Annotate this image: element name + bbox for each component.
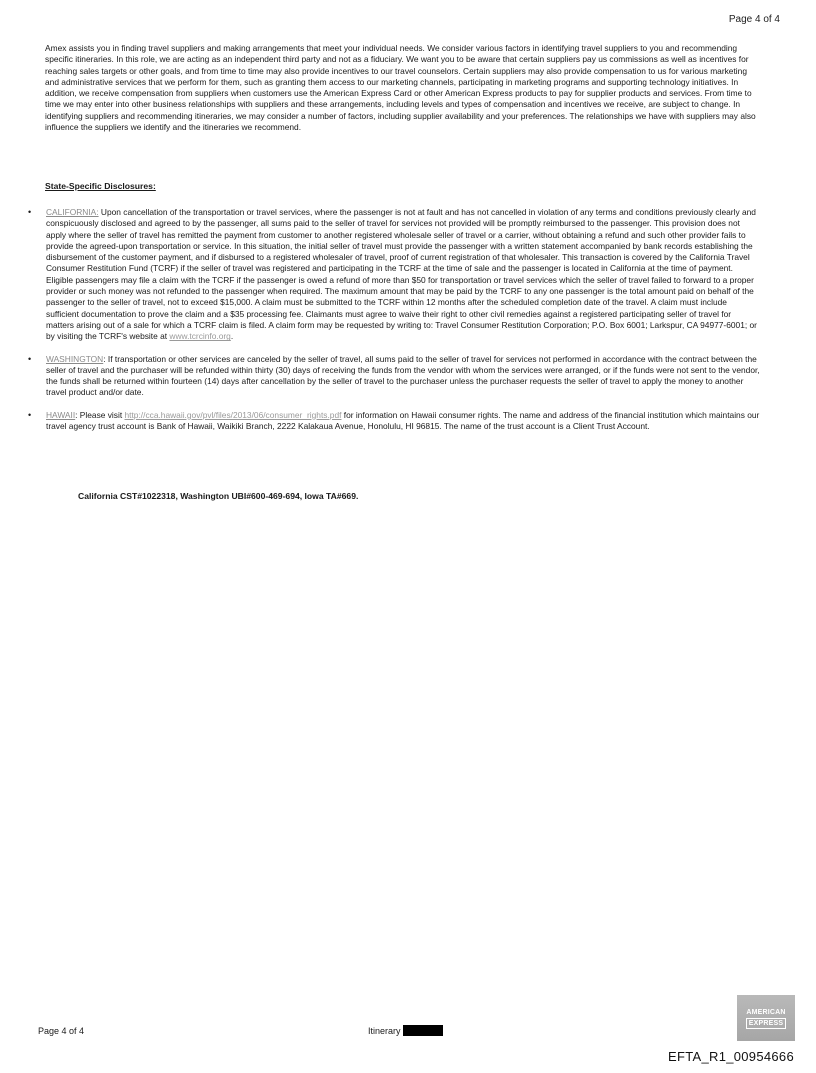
bullet-icon: • bbox=[28, 207, 32, 217]
disclosure-text-hawaii: : Please visit bbox=[75, 409, 125, 420]
section-heading: State-Specific Disclosures: bbox=[45, 181, 156, 191]
disclosure-text-california: Upon cancellation of the transportation or travel services, where the passenger is not at fault and has not cancelled in violation of any terms and conditions previously clearly and conspicuously disclosed and agreed to by the passenger, all sums paid to the seller of travel for services not provided will be promptly reimbursed to the passenger. This provision does not apply where the seller of travel has remitted the payment from customer to another registered wholesale seller of travel or a carrier, without obtaining a refund and such other provider fails to provide the agreed-upon transportation or service. In this situation, the initial seller of travel must provide the passenger with a written statement accompanied by bank records establishing the disbursement of the customer payment, and if disbursed to a registered wholesaler of travel, proof of current registration of that wholesaler. This transaction is covered by the California Travel Consumer Restitution Fund (TCRF) if the seller of travel was registered and participating in the TCRF at the time of sale and the passenger is located in California at the time of payment. Eligible passengers may file a claim with the TCRF if the passenger is owed a refund of more than $50 for transportation or travel services which the seller of travel failed to forward to a proper provider or such money was not refunded to the passenger when required. The maximum amount that may be paid by the TCRF to any one passenger is the total amount paid on behalf of the passenger to the seller of travel, not to exceed $15,000. A claim must be submitted to the TCRF within 12 months after the scheduled completion date of the travel. A claim must include sufficient documentation to prove the claim and a $35 processing fee. Claimants must agree to waive their right to other civil remedies against a registered participating seller of travel for matters arising out of a sale for which a TCRF claim is filed. A claim form may be requested by writing to: Travel Consumer Restitution Corporation; P.O. Box 6001; Larkspur, CA 94977-6001; or by visiting the TCRF's website at bbox=[46, 207, 757, 342]
bullet-icon: • bbox=[28, 353, 32, 364]
bullet-icon: • bbox=[28, 409, 32, 420]
disclosure-california bbox=[28, 207, 760, 343]
logo-line-american: AMERICAN bbox=[746, 1008, 786, 1016]
footer-itinerary bbox=[368, 1025, 443, 1036]
state-label-hawaii[interactable]: HAWAII bbox=[46, 409, 76, 420]
bates-number: EFTA_R1_00954666 bbox=[668, 1049, 794, 1064]
hawaii-consumer-rights-link[interactable]: http://cca.hawaii.gov/pvl/files/2013/06/consumer_rights.pdf bbox=[124, 409, 342, 420]
state-label-california[interactable]: CALIFORNIA: bbox=[46, 207, 99, 217]
logo-line-express: EXPRESS bbox=[746, 1018, 786, 1029]
disclosure-list bbox=[28, 207, 760, 432]
disclosure-text-hawaii-end: for information on Hawaii consumer rights. The name and address of the financial institution which maintains our travel agency trust account is Bank of Hawaii, Waikiki Branch, 2222 Kalakaua Avenue, Honolulu, HI 96815. The name of the trust account is a Client Trust Account. bbox=[46, 409, 760, 432]
disclosure-washington bbox=[28, 354, 760, 399]
state-label-washington[interactable]: WASHINGTON bbox=[46, 353, 104, 364]
redaction-box bbox=[403, 1025, 443, 1036]
license-numbers: California CST#1022318, Washington UBI#600-469-694, Iowa TA#669. bbox=[78, 491, 359, 501]
american-express-logo bbox=[737, 995, 795, 1041]
intro-paragraph: Amex assists you in finding travel suppliers and making arrangements that meet your individual needs. We consider various factors in identifying travel suppliers to you and recommending specific itineraries. In this role, we are acting as an independent third party and not as a fiduciary. We want you to be aware that certain suppliers pay us commissions as well as incentives for reaching sales targets or other goals, and from time to time may also provide incentives to our travel counselors. Certain suppliers may also provide compensation to us for various marketing and administrative services that we perform for them, such as granting them access to our marketing channels, participating in marketing programs and supporting technology initiatives. In addition, we receive compensation from suppliers when customers use the American Express Card or other American Express products to pay for supplier products and services. From time to time we may enter into other business relationships with suppliers and these arrangements, including levels and types of compensation and incentives we receive, are subject to change. In identifying suppliers and recommending itineraries, we may consider a number of factors, including supplier availability and your preferences. The relationships we have with suppliers may also influence the suppliers we identify and the itineraries we recommend. bbox=[45, 43, 756, 133]
tcrf-website-link[interactable]: www.tcrcinfo.org bbox=[169, 331, 231, 342]
disclosure-text-washington: : If transportation or other services are canceled by the seller of travel, all sums paid to the seller of travel for services not performed in accordance with the contract between the seller of travel and the purchaser will be refunded within thirty (30) days of receiving the funds from the vendor with whom the services were arranged, or if the funds were not sent to the vendor, the funds shall be returned within fourteen (14) days after cancellation by the seller of travel to the purchaser unless the purchaser requests the seller of travel to apply the money to another travel product and/or date. bbox=[46, 353, 760, 398]
disclosure-text-california-end: . bbox=[230, 331, 234, 342]
page-number-header: Page 4 of 4 bbox=[728, 14, 780, 25]
page-number-footer: Page 4 of 4 bbox=[38, 1026, 85, 1036]
itinerary-label: Itinerary bbox=[368, 1025, 401, 1036]
disclosure-hawaii bbox=[28, 410, 760, 433]
